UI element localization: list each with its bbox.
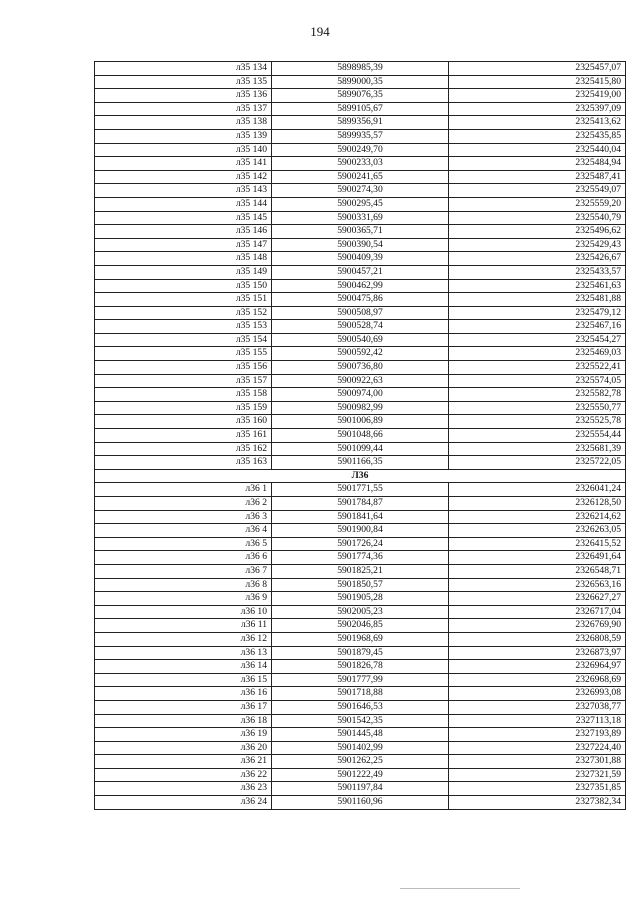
coord-y: 2326993,08 [449,687,626,701]
coord-x: 5900982,99 [272,401,449,415]
coordinates-table [94,61,626,810]
coord-x: 5901262,25 [272,755,449,769]
table-row [95,660,626,674]
table-row [95,537,626,551]
point-name: л36 4 [95,524,272,538]
coord-y: 2325469,03 [449,347,626,361]
coord-y: 2325413,62 [449,116,626,130]
point-name: л35 149 [95,265,272,279]
coord-y: 2327038,77 [449,700,626,714]
table-row [95,605,626,619]
coord-y: 2325554,44 [449,429,626,443]
coord-y: 2327193,89 [449,728,626,742]
coord-x: 5899935,57 [272,129,449,143]
coord-y: 2325550,77 [449,401,626,415]
point-name: л35 145 [95,211,272,225]
coord-x: 5901166,35 [272,456,449,470]
table-row [95,265,626,279]
point-name: л35 156 [95,361,272,375]
point-name: л36 15 [95,673,272,687]
coord-x: 5901841,64 [272,510,449,524]
coord-y: 2327321,59 [449,768,626,782]
coord-x: 5900475,86 [272,293,449,307]
coord-y: 2327301,88 [449,755,626,769]
coord-x: 5900274,30 [272,184,449,198]
table-row [95,252,626,266]
point-name: л35 153 [95,320,272,334]
point-name: л35 158 [95,388,272,402]
coord-y: 2326627,27 [449,592,626,606]
table-row [95,429,626,443]
coord-y: 2325496,62 [449,225,626,239]
coord-x: 5901646,53 [272,700,449,714]
coord-y: 2327382,34 [449,796,626,810]
table-row [95,551,626,565]
coord-y: 2326964,97 [449,660,626,674]
coord-x: 5900457,21 [272,265,449,279]
coord-y: 2326769,90 [449,619,626,633]
coord-x: 5900365,71 [272,225,449,239]
point-name: л35 141 [95,157,272,171]
table-row [95,170,626,184]
section-l35-rows [95,62,626,470]
point-name: л36 3 [95,510,272,524]
coord-y: 2325487,41 [449,170,626,184]
coord-x: 5899356,91 [272,116,449,130]
section-l36-header [95,469,626,483]
table-row [95,89,626,103]
coord-x: 5900233,03 [272,157,449,171]
coord-x: 5900295,45 [272,197,449,211]
coord-y: 2325582,78 [449,388,626,402]
point-name: л35 146 [95,225,272,239]
coord-y: 2325461,63 [449,279,626,293]
coord-x: 5900390,54 [272,238,449,252]
coord-y: 2326415,52 [449,537,626,551]
section-heading-row [95,469,626,483]
table-row [95,564,626,578]
coord-x: 5900331,69 [272,211,449,225]
coord-y: 2327113,18 [449,714,626,728]
point-name: л36 18 [95,714,272,728]
table-row [95,374,626,388]
coord-y: 2326873,97 [449,646,626,660]
point-name: л36 16 [95,687,272,701]
coord-x: 5901718,88 [272,687,449,701]
table-row [95,401,626,415]
point-name: л35 148 [95,252,272,266]
coord-y: 2325540,79 [449,211,626,225]
point-name: л36 21 [95,755,272,769]
table-row [95,497,626,511]
point-name: л36 2 [95,497,272,511]
coord-x: 5901402,99 [272,741,449,755]
table-row [95,782,626,796]
point-name: л35 140 [95,143,272,157]
table-row [95,483,626,497]
point-name: л35 136 [95,89,272,103]
coord-y: 2325435,85 [449,129,626,143]
coord-y: 2326041,24 [449,483,626,497]
point-name: л35 157 [95,374,272,388]
point-name: л36 9 [95,592,272,606]
point-name: л35 161 [95,429,272,443]
point-name: л35 155 [95,347,272,361]
coord-y: 2326491,64 [449,551,626,565]
coord-y: 2325457,07 [449,62,626,76]
table-row [95,238,626,252]
coord-x: 5901726,24 [272,537,449,551]
table-row [95,456,626,470]
table-row [95,197,626,211]
coord-x: 5900592,42 [272,347,449,361]
table-row [95,524,626,538]
coord-y: 2325454,27 [449,333,626,347]
coord-x: 5902046,85 [272,619,449,633]
coord-x: 5901825,21 [272,564,449,578]
coord-x: 5901006,89 [272,415,449,429]
coord-x: 5900540,69 [272,333,449,347]
coord-x: 5901774,36 [272,551,449,565]
table-row [95,75,626,89]
table-row [95,143,626,157]
coord-y: 2326717,04 [449,605,626,619]
coord-x: 5901968,69 [272,632,449,646]
coord-x: 5900736,80 [272,361,449,375]
coord-y: 2325467,16 [449,320,626,334]
coord-x: 5899000,35 [272,75,449,89]
table-row [95,796,626,810]
coord-x: 5901445,48 [272,728,449,742]
table-row [95,673,626,687]
table-row [95,388,626,402]
coord-y: 2326214,62 [449,510,626,524]
point-name: л36 17 [95,700,272,714]
point-name: л35 138 [95,116,272,130]
table-row [95,755,626,769]
coord-x: 5901197,84 [272,782,449,796]
table-row [95,741,626,755]
table-row [95,129,626,143]
coord-x: 5900974,00 [272,388,449,402]
coord-y: 2325559,20 [449,197,626,211]
coord-y: 2325415,80 [449,75,626,89]
coord-y: 2326128,50 [449,497,626,511]
point-name: л36 7 [95,564,272,578]
coord-y: 2325397,09 [449,102,626,116]
point-name: л36 14 [95,660,272,674]
coord-x: 5901879,45 [272,646,449,660]
point-name: л35 163 [95,456,272,470]
table-row [95,320,626,334]
point-name: л35 147 [95,238,272,252]
table-row [95,592,626,606]
point-name: л36 5 [95,537,272,551]
table-row [95,619,626,633]
coord-x: 5901099,44 [272,442,449,456]
section-l36-rows [95,483,626,809]
coord-y: 2325525,78 [449,415,626,429]
table-row [95,687,626,701]
coord-x: 5901160,96 [272,796,449,810]
coord-y: 2325722,05 [449,456,626,470]
point-name: л36 23 [95,782,272,796]
coord-y: 2325426,67 [449,252,626,266]
coord-y: 2326563,16 [449,578,626,592]
coord-x: 5901784,87 [272,497,449,511]
coord-x: 5901777,99 [272,673,449,687]
coord-x: 5901905,28 [272,592,449,606]
point-name: л35 162 [95,442,272,456]
coord-y: 2327351,85 [449,782,626,796]
coord-y: 2325433,57 [449,265,626,279]
coord-x: 5901542,35 [272,714,449,728]
point-name: л35 144 [95,197,272,211]
coord-y: 2325484,94 [449,157,626,171]
table-row [95,510,626,524]
coord-x: 5900241,65 [272,170,449,184]
table-row [95,347,626,361]
coord-x: 5900508,97 [272,306,449,320]
table-row [95,728,626,742]
point-name: л35 137 [95,102,272,116]
table-row [95,361,626,375]
table-row [95,768,626,782]
point-name: л35 143 [95,184,272,198]
coord-x: 5900462,99 [272,279,449,293]
table-row [95,415,626,429]
coord-x: 5901222,49 [272,768,449,782]
coord-y: 2325419,00 [449,89,626,103]
coord-x: 5901826,78 [272,660,449,674]
table-row [95,632,626,646]
table-row [95,293,626,307]
point-name: л36 19 [95,728,272,742]
coord-x: 5900409,39 [272,252,449,266]
point-name: л36 22 [95,768,272,782]
coord-x: 5901900,84 [272,524,449,538]
point-name: л36 8 [95,578,272,592]
point-name: л35 154 [95,333,272,347]
coord-y: 2326808,59 [449,632,626,646]
point-name: л35 159 [95,401,272,415]
point-name: л35 160 [95,415,272,429]
coord-y: 2325549,07 [449,184,626,198]
point-name: л35 151 [95,293,272,307]
point-name: л35 135 [95,75,272,89]
table-row [95,157,626,171]
point-name: л35 152 [95,306,272,320]
coord-x: 5898985,39 [272,62,449,76]
table-row [95,279,626,293]
point-name: л36 20 [95,741,272,755]
scan-mark [400,888,520,889]
table-row [95,333,626,347]
coord-x: 5899105,67 [272,102,449,116]
coord-x: 5900922,63 [272,374,449,388]
coord-y: 2325681,39 [449,442,626,456]
table-row [95,116,626,130]
point-name: л36 12 [95,632,272,646]
point-name: л36 6 [95,551,272,565]
table-row [95,102,626,116]
point-name: л35 134 [95,62,272,76]
coord-y: 2326548,71 [449,564,626,578]
table-row [95,225,626,239]
coord-x: 5900249,70 [272,143,449,157]
coord-x: 5900528,74 [272,320,449,334]
coord-y: 2325479,12 [449,306,626,320]
table-row [95,714,626,728]
coord-y: 2326968,69 [449,673,626,687]
coord-y: 2325574,05 [449,374,626,388]
point-name: л36 1 [95,483,272,497]
table-row [95,184,626,198]
table-row [95,646,626,660]
coord-y: 2325481,88 [449,293,626,307]
point-name: л36 11 [95,619,272,633]
coord-x: 5902005,23 [272,605,449,619]
coord-y: 2325440,04 [449,143,626,157]
section-heading: Л36 [95,469,626,483]
coord-x: 5899076,35 [272,89,449,103]
coord-y: 2325522,41 [449,361,626,375]
page-number: 194 [310,24,330,39]
table-row [95,442,626,456]
table-row [95,62,626,76]
coord-y: 2326263,05 [449,524,626,538]
table-row [95,578,626,592]
coord-y: 2325429,43 [449,238,626,252]
table-row [95,700,626,714]
table-row [95,306,626,320]
coord-y: 2327224,40 [449,741,626,755]
point-name: л36 24 [95,796,272,810]
coord-x: 5901850,57 [272,578,449,592]
point-name: л35 139 [95,129,272,143]
coord-x: 5901048,66 [272,429,449,443]
point-name: л35 142 [95,170,272,184]
coord-x: 5901771,55 [272,483,449,497]
point-name: л35 150 [95,279,272,293]
point-name: л36 13 [95,646,272,660]
table-row [95,211,626,225]
point-name: л36 10 [95,605,272,619]
